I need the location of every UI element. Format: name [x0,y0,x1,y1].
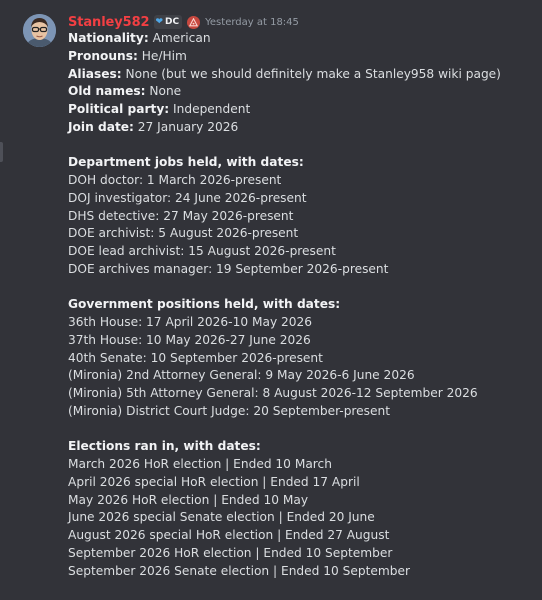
list-item: September 2026 HoR election | Ended 10 September [68,545,393,560]
list-item: August 2026 special HoR election | Ended 27 August [68,528,390,542]
section-heading-elections: Elections ran in, with dates: [68,439,261,454]
list-item: (Mironia) District Court Judge: 20 September-present [68,403,391,418]
profile-label: Pronouns: [68,48,138,63]
heart-icon: ❤ [155,17,164,27]
list-item: March 2026 HoR election | Ended 10 March [68,457,332,471]
spacer [68,137,538,155]
list-item: May 2026 HoR election | Ended 10 May [68,492,309,507]
role-emblem-icon[interactable] [187,16,200,29]
profile-label: Aliases: [68,66,122,81]
profile-line [68,101,538,119]
section-heading-department-jobs: Department jobs held, with dates: [68,155,304,170]
spacer [68,421,538,439]
list-item: DHS detective: 27 May 2026-present [68,208,294,223]
profile-label: Join date: [68,119,134,134]
profile-line [68,48,538,66]
profile-value: Independent [169,102,251,116]
profile-value: None [145,84,182,99]
profile-line [68,30,538,48]
profile-label: Political party: [68,102,170,116]
avatar[interactable] [23,14,56,47]
message-body [68,30,538,580]
server-tag-label: DC [165,17,180,27]
profile-label: Old names: [68,84,146,99]
list-item: DOE lead archivist: 15 August 2026-present [68,244,336,258]
message-header [68,12,299,32]
list-item: (Mironia) 2nd Attorney General: 9 May 2026-6 June 2026 [68,368,415,383]
section-heading-government-positions: Government positions held, with dates: [68,297,341,312]
profile-value: American [148,31,211,45]
username[interactable]: Stanley582 [68,14,150,30]
message-timestamp: Yesterday at 18:45 [205,16,299,28]
profile-value: He/Him [137,48,187,63]
server-tag[interactable] [154,15,183,29]
profile-line [68,83,538,101]
list-item: DOE archivist: 5 August 2026-present [68,226,299,241]
list-item: (Mironia) 5th Attorney General: 8 August 2026-12 September 2026 [68,386,478,400]
list-item: April 2026 special HoR election | Ended 17 April [68,474,360,489]
list-item: DOH doctor: 1 March 2026-present [68,173,282,187]
profile-line [68,119,538,137]
spacer [68,279,538,297]
profile-label: Nationality: [68,31,149,45]
list-item: 36th House: 17 April 2026-10 May 2026 [68,315,313,329]
list-item: DOE archives manager: 19 September 2026-present [68,261,389,276]
list-item: September 2026 Senate election | Ended 10 September [68,563,411,578]
list-item: 37th House: 10 May 2026-27 June 2026 [68,332,311,347]
list-item: June 2026 special Senate election | Ended 20 June [68,510,375,525]
list-item: 40th Senate: 10 September 2026-present [68,350,323,365]
profile-line [68,66,538,84]
profile-value: 27 January 2026 [133,119,239,134]
profile-value: None (but we should definitely make a Stanley958 wiki page) [121,66,501,81]
list-item: DOJ investigator: 24 June 2026-present [68,190,307,205]
